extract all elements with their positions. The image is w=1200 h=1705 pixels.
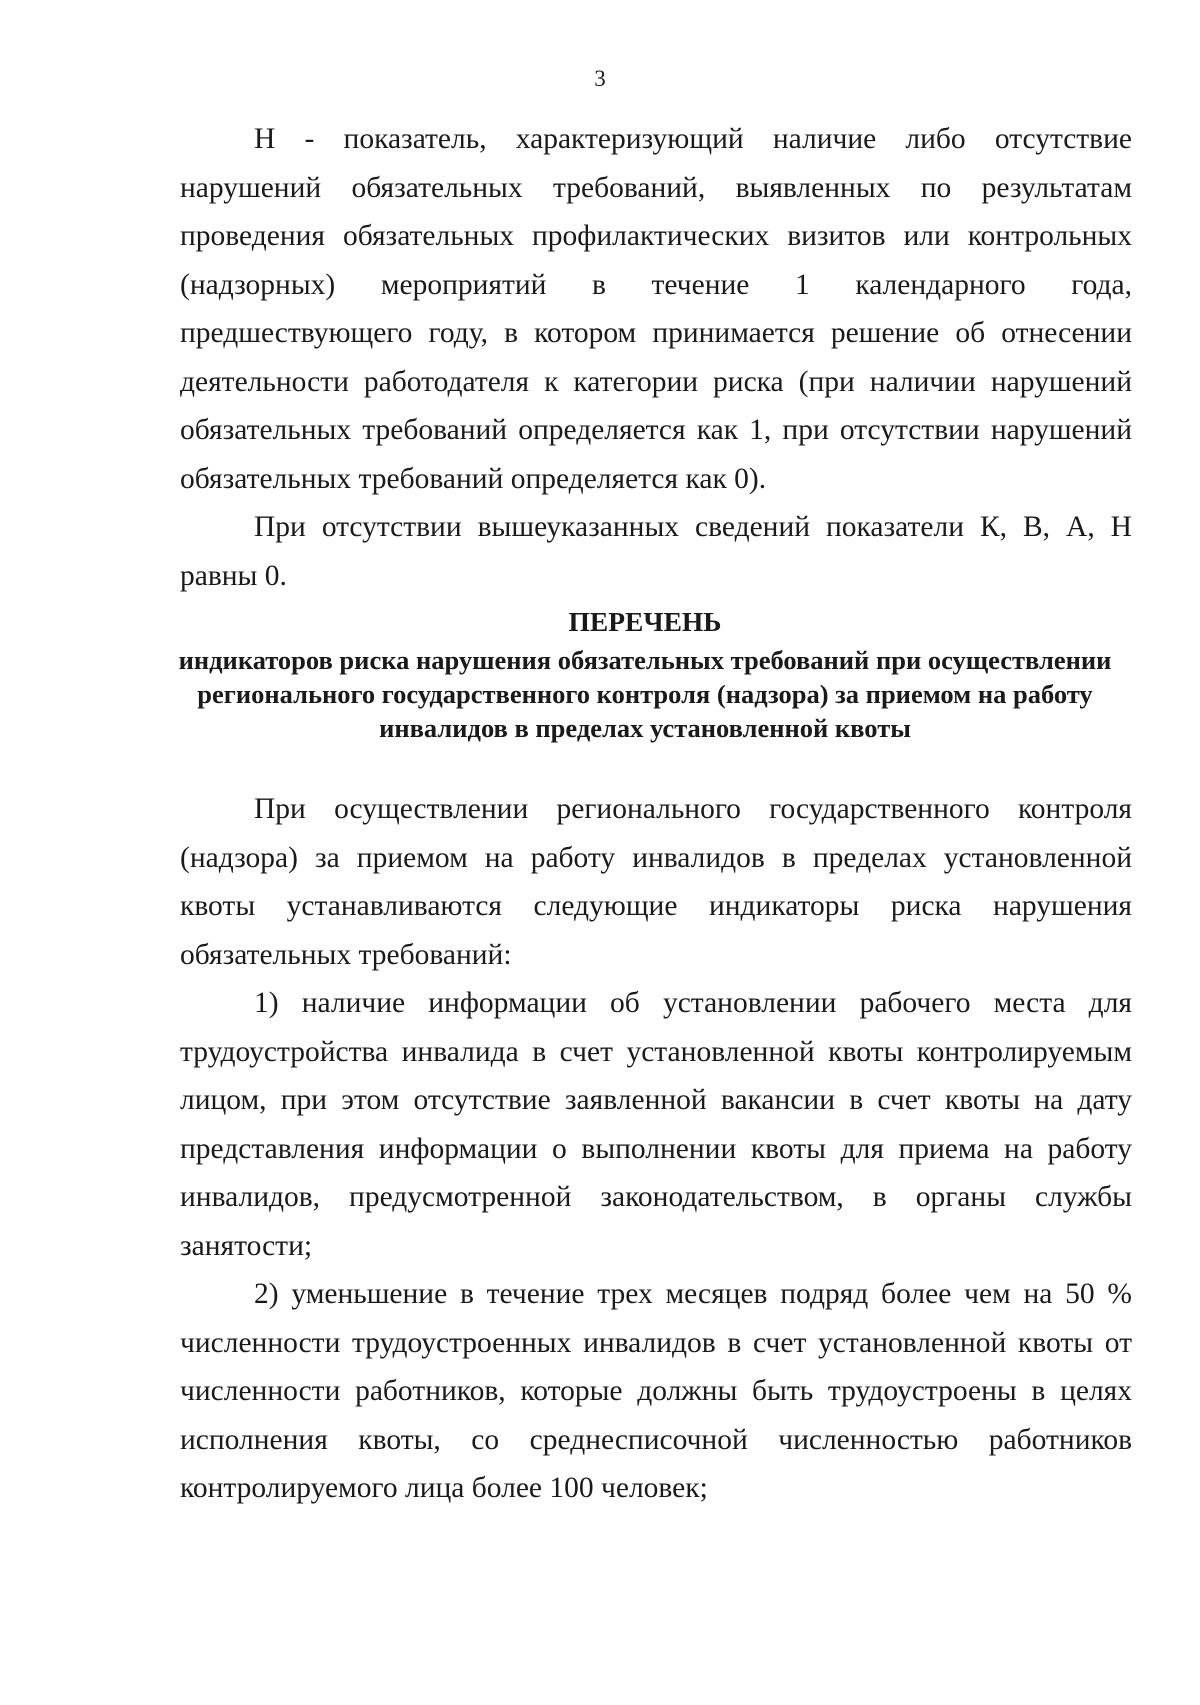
absence-note-paragraph: При отсутствии вышеуказанных сведений показатели К, В, А, Н равны 0. xyxy=(180,511,1132,592)
page-number: 3 xyxy=(594,66,606,91)
indicators-section xyxy=(180,785,1132,1513)
heading-title: ПЕРЕЧЕНЬ xyxy=(568,606,722,637)
definition-paragraph-h: Н - показатель, характеризующий наличие либо отсутствие нарушений обязательных требований, выявленных по результатам проведения обязательных профилактических визитов или контрольных (надзорных) мероприятий в течение 1 календарного года, предшествующего году, в котором принимается решение об отнесении деятельности работодателя к категории риска (при наличии нарушений обязательных требований определяется как 1, при отсутствии нарушений обязательных требований определяется как 0). xyxy=(180,123,1132,495)
indicator-item-2: 2) уменьшение в течение трех месяцев подряд более чем на 50 % численности трудоустроенных инвалидов в счет установленной квоты от численности работников, которые должны быть трудоустроены в целях исполнения квоты, со среднесписочной численностью работников контролируемого лица более 100 человек; xyxy=(180,1278,1132,1504)
intro-paragraph: При осуществлении регионального государственного контроля (надзора) за приемом на работу инвалидов в пределах установленной квоты устанавливаются следующие индикаторы риска нарушения обязательных требований: xyxy=(180,793,1132,971)
section-heading xyxy=(150,605,1140,745)
indicator-item-1: 1) наличие информации об установлении рабочего места для трудоустройства инвалида в счет установленной квоты контролируемым лицом, при этом отсутствие заявленной вакансии в счет квоты на дату представления информации о выполнении квоты для приема на работу инвалидов, предусмотренной законодательством, в органы службы занятости; xyxy=(180,987,1132,1262)
heading-subtitle: индикаторов риска нарушения обязательных требований при осуществлении регионального государственного контроля (надзора) за приемом на работу инвалидов в пределах установленной квоты xyxy=(178,645,1112,743)
definition-section xyxy=(180,115,1132,600)
